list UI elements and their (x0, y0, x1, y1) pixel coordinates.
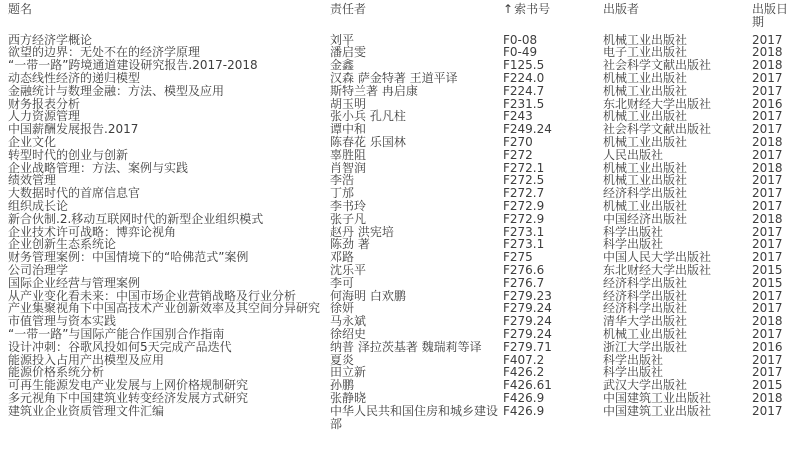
date-cell: 2018 (752, 58, 783, 73)
date-cell: 2017 (752, 250, 783, 265)
title-cell: 企业文化 (8, 134, 57, 149)
column-header-call-number[interactable] (503, 3, 603, 34)
author-cell: 李可 (330, 275, 355, 290)
date-cell: 2016 (752, 96, 783, 111)
call-number-cell: F272.7 (503, 186, 545, 201)
title-cell: 财务报表分析 (8, 96, 81, 111)
date-cell: 2017 (752, 352, 783, 367)
publisher-cell: 科学出版社 (603, 237, 664, 252)
title-cell: 国际企业经营与管理案例 (8, 275, 141, 290)
call-number-cell: F279.71 (503, 339, 552, 354)
publisher-cell: 科学出版社 (603, 365, 664, 380)
publisher-cell: 社会科学文献出版社 (603, 122, 712, 137)
author-cell: 刘平 (330, 32, 355, 47)
publisher-cell: 科学出版社 (603, 352, 664, 367)
publisher-cell: 人民出版社 (603, 147, 664, 162)
publisher-cell: 社会科学文献出版社 (603, 58, 712, 73)
call-number-cell: F272.1 (503, 160, 545, 175)
publisher-cell: 电子工业出版社 (603, 45, 688, 60)
call-number-cell: F426.9 (503, 390, 545, 405)
date-cell: 2017 (752, 237, 783, 252)
title-cell: 建筑业企业资质管理文件汇编 (8, 403, 165, 418)
date-cell: 2017 (752, 224, 783, 239)
call-number-cell: F279.23 (503, 288, 552, 303)
call-number-cell: F279.24 (503, 326, 552, 341)
author-cell: 邓路 (330, 250, 355, 265)
date-cell: 2016 (752, 339, 783, 354)
title-cell: 企业技术许可战略：博弈论视角 (8, 224, 177, 239)
title-cell: 西方经济学概论 (8, 32, 93, 47)
table-row (0, 315, 799, 328)
call-number-cell: F243 (503, 109, 533, 124)
date-cell: 2017 (752, 109, 783, 124)
author-cell: 李浩 (330, 173, 355, 188)
title-cell: 财务管理案例：中国情境下的“哈佛范式”案例 (8, 250, 249, 265)
date-cell: 2018 (752, 45, 783, 60)
table-row (0, 328, 799, 341)
table-row (0, 149, 799, 162)
date-cell: 2018 (752, 390, 783, 405)
author-cell: 丁邡 (330, 186, 355, 201)
author-cell: 斯特兰著 冉启康 (330, 83, 418, 98)
publisher-cell: 浙江大学出版社 (603, 339, 688, 354)
call-number-cell: F0-08 (503, 32, 538, 47)
author-cell: 金鑫 (330, 58, 355, 73)
call-number-cell: F272.9 (503, 211, 545, 226)
title-cell: 中国薪酬发展报告.2017 (8, 122, 139, 137)
call-number-cell: F272.5 (503, 173, 545, 188)
title-cell: 欲望的边界：无处不在的经济学原理 (8, 45, 201, 60)
author-cell: 胡玉明 (330, 96, 367, 111)
author-cell: 张子凡 (330, 211, 367, 226)
title-cell: 人力资源管理 (8, 109, 81, 124)
author-cell: 徐妍 (330, 301, 355, 316)
publisher-cell: 清华大学出版社 (603, 314, 688, 329)
author-cell: 徐绍史 (330, 326, 367, 341)
date-cell: 2017 (752, 301, 783, 316)
column-header-author[interactable]: 责任者 (330, 2, 367, 16)
call-number-cell: F275 (503, 250, 533, 265)
title-cell: 设计冲刺：谷歌风投如何5天完成产品迭代 (8, 339, 232, 354)
author-cell: 陈春花 乐国林 (330, 134, 406, 149)
table-row (0, 341, 799, 354)
author-cell: 何海明 白欢鹏 (330, 288, 406, 303)
table-body (0, 34, 799, 431)
call-number-cell: F272.9 (503, 198, 545, 213)
sort-ascending-icon: ↑ (503, 2, 514, 16)
call-number-cell: F276.7 (503, 275, 545, 290)
table-row (0, 354, 799, 367)
call-number-cell: F224.7 (503, 83, 545, 98)
title-cell: 动态线性经济的递归模型 (8, 70, 141, 85)
publisher-cell: 东北财经大学出版社 (603, 96, 712, 111)
call-number-cell: F125.5 (503, 58, 545, 73)
call-number-cell: F279.24 (503, 314, 552, 329)
author-cell: 潘启雯 (330, 45, 367, 60)
date-cell: 2018 (752, 211, 783, 226)
title-cell: 组织成长论 (8, 198, 69, 213)
publisher-cell: 中国人民大学出版社 (603, 250, 712, 265)
table-row (0, 226, 799, 239)
call-number-cell: F0-49 (503, 45, 538, 60)
title-cell: 能源投入占用产出模型及应用 (8, 352, 165, 367)
title-cell: 市值管理与资本实践 (8, 314, 117, 329)
table-header (0, 3, 799, 34)
title-cell: 可再生能源发电产业发展与上网价格规制研究 (8, 378, 249, 393)
column-header-call-number-label: 索书号 (514, 2, 551, 16)
column-header-title[interactable]: 题名 (8, 2, 33, 16)
call-number-cell: F276.6 (503, 262, 545, 277)
call-number-cell: F272 (503, 147, 533, 162)
call-number-cell: F270 (503, 134, 533, 149)
publisher-cell: 经济科学出版社 (603, 275, 688, 290)
publisher-cell: 经济科学出版社 (603, 301, 688, 316)
call-number-cell: F249.24 (503, 122, 552, 137)
call-number-cell: F426.2 (503, 365, 545, 380)
call-number-cell: F273.1 (503, 237, 545, 252)
title-cell: 绩效管理 (8, 173, 57, 188)
date-cell: 2017 (752, 173, 783, 188)
author-cell: 张小兵 孔凡柱 (330, 109, 406, 124)
publisher-cell: 机械工业出版社 (603, 83, 688, 98)
author-cell: 田立新 (330, 365, 367, 380)
date-cell: 2017 (752, 70, 783, 85)
date-cell: 2017 (752, 186, 783, 201)
publisher-cell: 东北财经大学出版社 (603, 262, 712, 277)
title-cell: “一带一路”跨境通道建设研究报告.2017-2018 (8, 58, 258, 73)
date-cell: 2015 (752, 378, 783, 393)
title-cell: 从产业变化看未来：中国市场企业营销战略及行业分析 (8, 288, 297, 303)
table-row (0, 136, 799, 149)
call-number-cell: F407.2 (503, 352, 545, 367)
date-cell: 2018 (752, 134, 783, 149)
date-cell: 2017 (752, 365, 783, 380)
publisher-cell: 经济科学出版社 (603, 288, 688, 303)
call-number-cell: F426.61 (503, 378, 552, 393)
call-number-cell: F273.1 (503, 224, 545, 239)
title-cell: 新合伙制.2.移动互联网时代的新型企业组织模式 (8, 211, 264, 226)
title-cell: 产业集聚视角下中国高技术产业创新效率及其空间分异研究 (8, 301, 321, 316)
table-row (0, 392, 799, 405)
publisher-cell: 机械工业出版社 (603, 173, 688, 188)
header-row (0, 3, 799, 34)
date-cell: 2018 (752, 160, 783, 175)
author-cell: 张静晓 (330, 390, 367, 405)
publisher-cell: 机械工业出版社 (603, 198, 688, 213)
title-cell: 金融统计与数理金融：方法、模型及应用 (8, 83, 225, 98)
publisher-cell: 中国经济出版社 (603, 211, 688, 226)
publisher-cell: 中国建筑工业出版社 (603, 390, 712, 405)
date-cell: 2017 (752, 122, 783, 137)
date-cell: 2017 (752, 198, 783, 213)
date-cell: 2017 (752, 147, 783, 162)
title-cell: 公司治理学 (8, 262, 69, 277)
publisher-cell: 机械工业出版社 (603, 160, 688, 175)
call-number-cell: F224.0 (503, 70, 545, 85)
author-cell: 纳普 泽拉茨基著 魏瑞莉等译 (330, 339, 482, 354)
title-cell: “一带一路”与国际产能合作国别合作指南 (8, 326, 225, 341)
table-row (0, 277, 799, 290)
date-cell: 2018 (752, 314, 783, 329)
title-cell: 转型时代的创业与创新 (8, 147, 129, 162)
date-cell: 2017 (752, 403, 783, 418)
call-number-cell: F426.9 (503, 403, 545, 418)
author-cell: 中华人民共和国住房和城乡建设部 (330, 403, 499, 431)
publisher-cell: 机械工业出版社 (603, 134, 688, 149)
title-cell: 大数据时代的首席信息官 (8, 186, 141, 201)
author-cell: 陈劲 著 (330, 237, 370, 252)
call-number-cell: F231.5 (503, 96, 545, 111)
publisher-cell: 机械工业出版社 (603, 109, 688, 124)
title-cell: 能源价格系统分析 (8, 365, 105, 380)
author-cell: 马永斌 (330, 314, 367, 329)
date-cell: 2017 (752, 83, 783, 98)
table-row (0, 85, 799, 98)
author-cell: 李书玲 (330, 198, 367, 213)
table-row (0, 213, 799, 226)
title-cell: 多元视角下中国建筑业转变经济发展方式研究 (8, 390, 249, 405)
table-row (0, 264, 799, 277)
author-cell: 夏炎 (330, 352, 355, 367)
date-cell: 2015 (752, 275, 783, 290)
author-cell: 赵丹 洪宪培 (330, 224, 394, 239)
author-cell: 肖智润 (330, 160, 367, 175)
date-cell: 2015 (752, 262, 783, 277)
author-cell: 辜胜阻 (330, 147, 367, 162)
table-row (0, 405, 799, 431)
table-row (0, 379, 799, 392)
call-number-cell: F279.24 (503, 301, 552, 316)
author-cell: 汉森 萨金特著 王道平译 (330, 70, 458, 85)
date-cell: 2017 (752, 288, 783, 303)
publisher-cell: 武汉大学出版社 (603, 378, 688, 393)
table-row (0, 200, 799, 213)
publisher-cell: 中国建筑工业出版社 (603, 403, 712, 418)
title-cell: 企业战略管理：方法、案例与实践 (8, 160, 189, 175)
author-cell: 谭中和 (330, 122, 367, 137)
catalog-table (0, 3, 799, 430)
publisher-cell: 机械工业出版社 (603, 326, 688, 341)
publisher-cell: 机械工业出版社 (603, 32, 688, 47)
date-cell: 2017 (752, 326, 783, 341)
publisher-cell: 经济科学出版社 (603, 186, 688, 201)
table-row (0, 72, 799, 85)
column-header-publisher[interactable]: 出版者 (603, 2, 640, 16)
date-cell: 2017 (752, 32, 783, 47)
author-cell: 孙鹏 (330, 378, 355, 393)
title-cell: 企业创新生态系统论 (8, 237, 117, 252)
column-header-date[interactable]: 出版日期 (752, 2, 789, 29)
publisher-cell: 机械工业出版社 (603, 70, 688, 85)
publisher-cell: 科学出版社 (603, 224, 664, 239)
author-cell: 沈乐平 (330, 262, 367, 277)
